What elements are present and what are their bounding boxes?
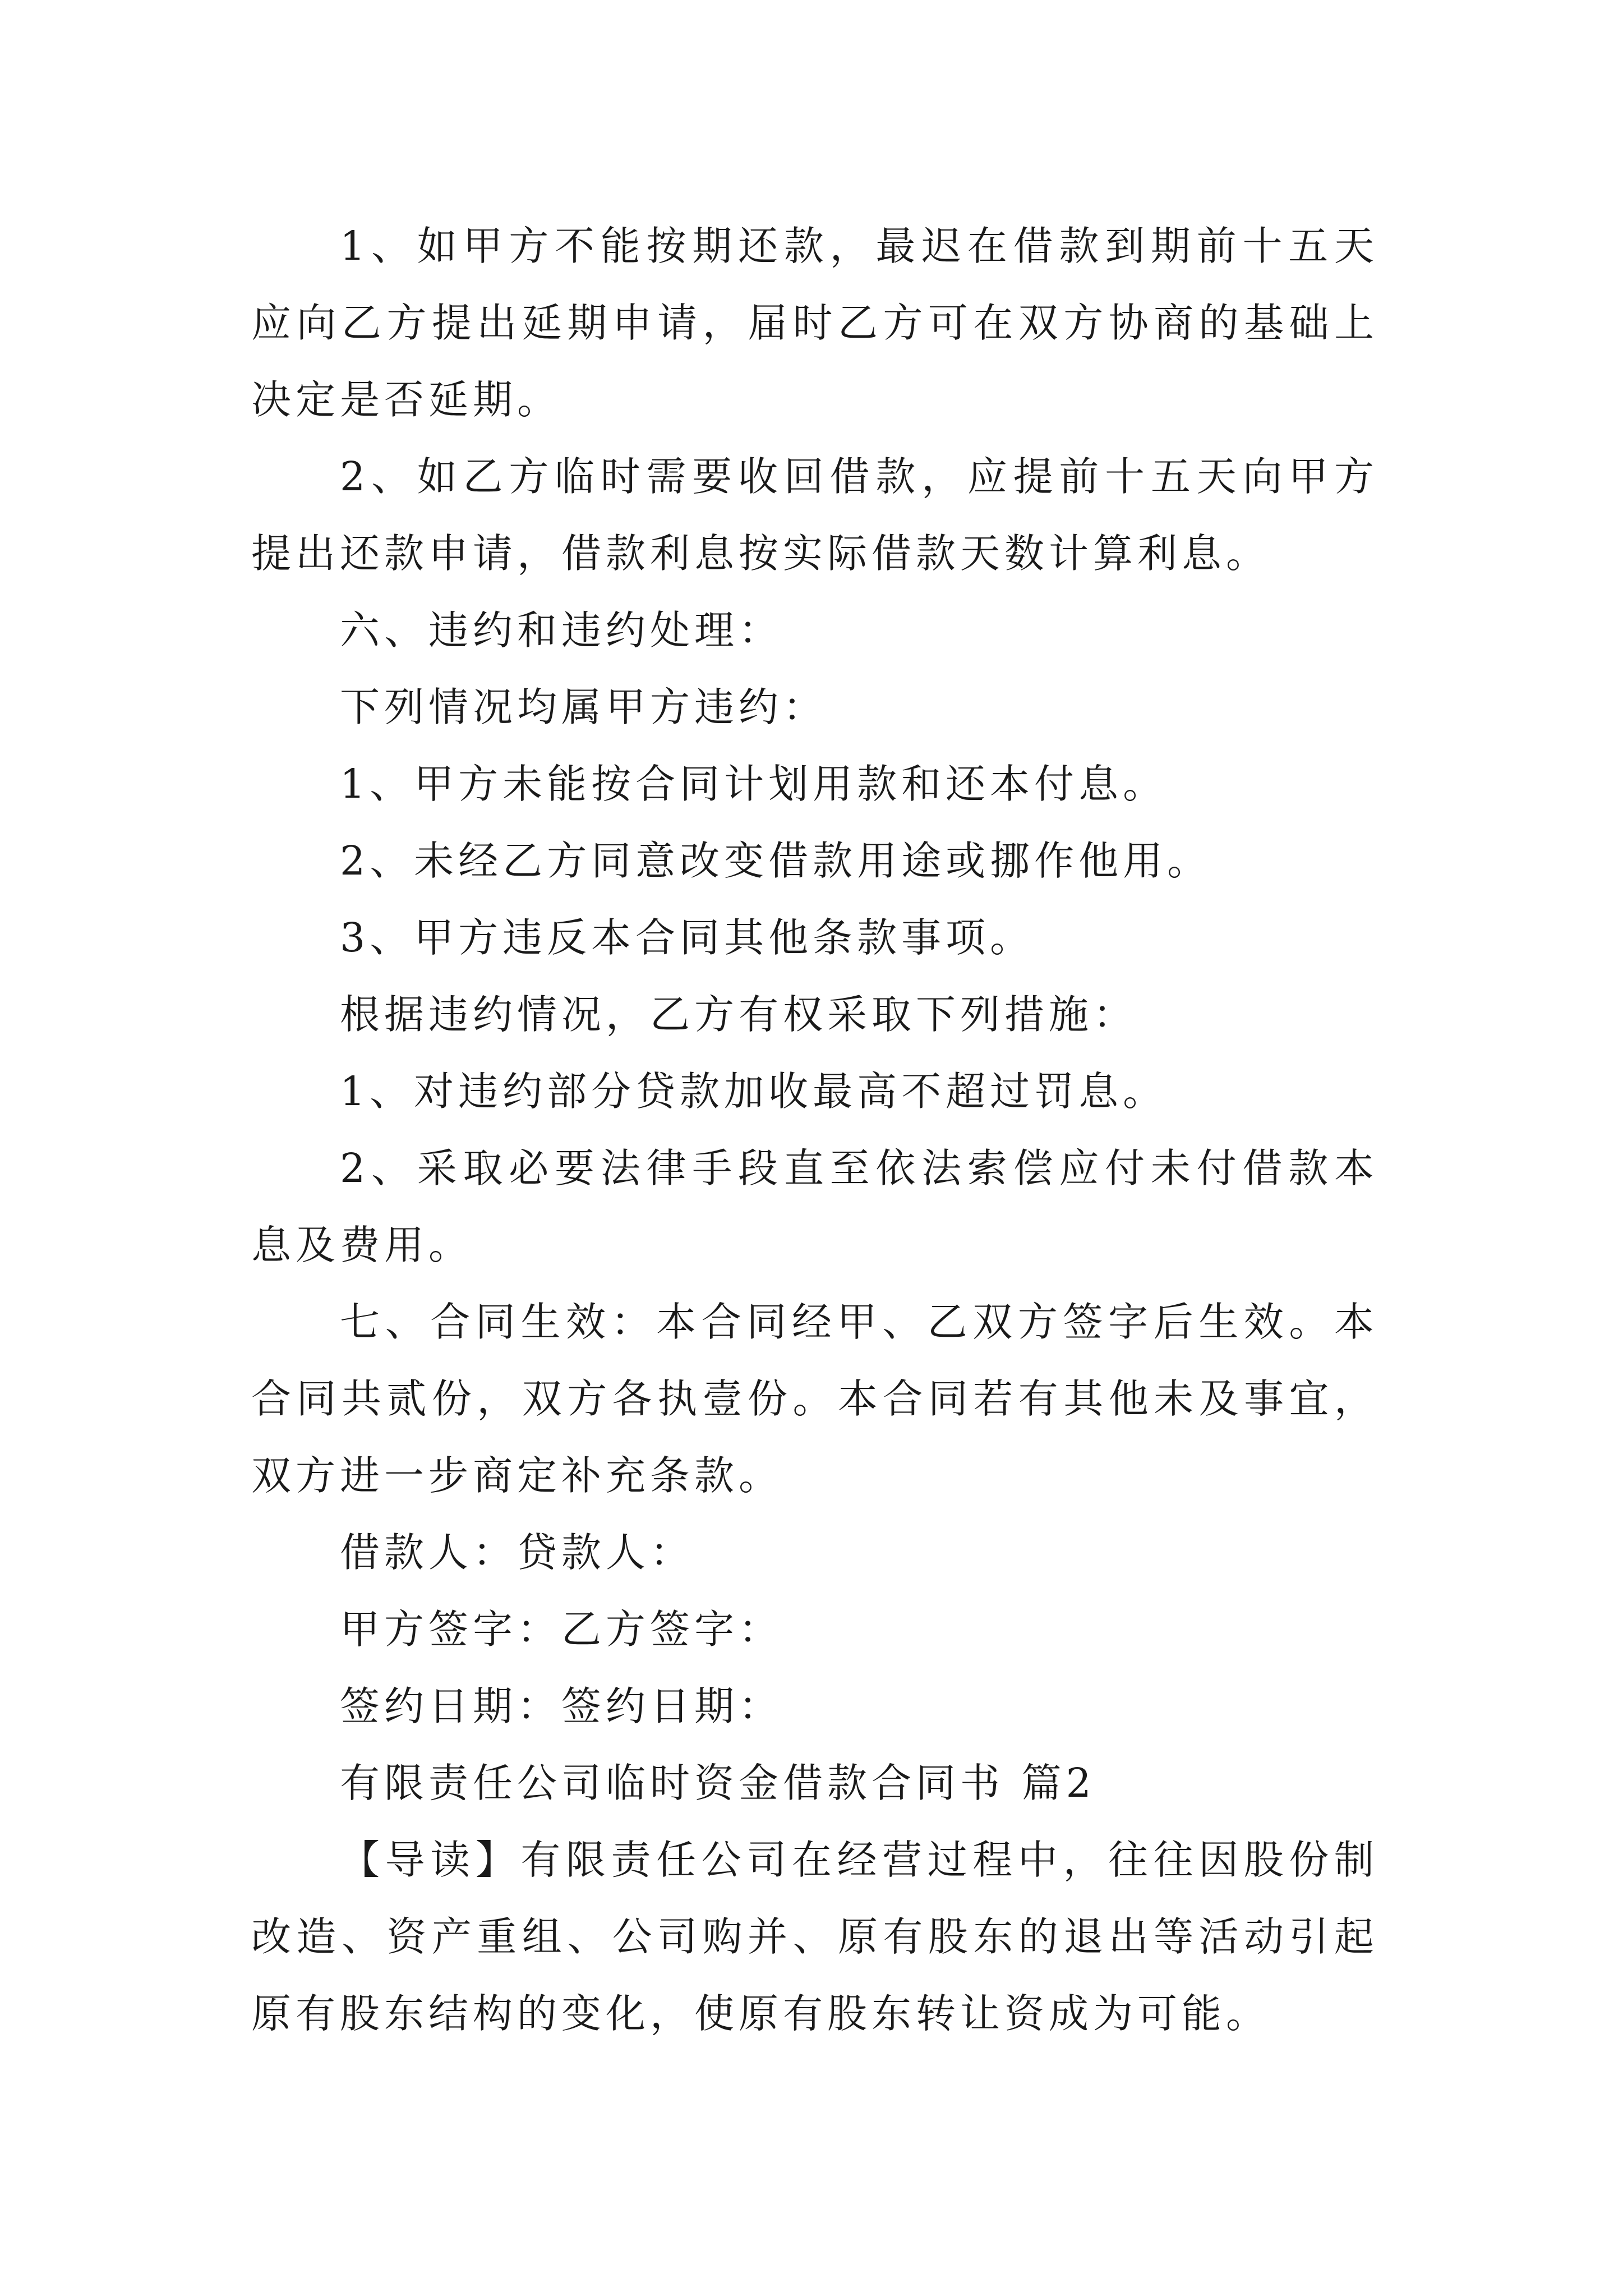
list-item-breach-2: 2、未经乙方同意改变借款用途或挪作他用。 <box>340 838 1212 884</box>
signature-parties-line: 借款人：贷款人： <box>340 1529 695 1576</box>
article-2-title: 有限责任公司临时资金借款合同书 篇2 <box>340 1760 1096 1806</box>
list-item-breach-1: 1、甲方未能按合同计划用款和还本付息。 <box>340 761 1168 807</box>
signature-line: 甲方签字：乙方签字： <box>340 1606 783 1653</box>
paragraph-remedies-intro: 根据违约情况，乙方有权采取下列措施： <box>340 991 1138 1038</box>
paragraph-breach-intro: 下列情况均属甲方违约： <box>340 684 828 730</box>
paragraph-early-recall: 2、如乙方临时需要收回借款，应提前十五天向甲方提出还款申请，借款利息按实际借款天数计算利息。 <box>251 453 1378 577</box>
signing-date-line: 签约日期：签约日期： <box>340 1683 783 1729</box>
section-effectiveness: 七、合同生效：本合同经甲、乙双方签字后生效。本合同共贰份，双方各执壹份。本合同若有其他未及事宜，双方进一步商定补充条款。 <box>251 1299 1378 1499</box>
paragraph-extension-request: 1、如甲方不能按期还款，最迟在借款到期前十五天应向乙方提出延期申请，届时乙方可在双方协商的基础上决定是否延期。 <box>251 223 1378 423</box>
section-heading-breach: 六、违约和违约处理： <box>340 607 783 654</box>
list-item-breach-3: 3、甲方违反本合同其他条款事项。 <box>340 914 1035 961</box>
paragraph-introduction: 【导读】有限责任公司在经营过程中，往往因股份制改造、资产重组、公司购并、原有股东的退出等活动引起原有股东结构的变化，使原有股东转让资成为可能。 <box>251 1837 1378 2037</box>
document-body <box>251 208 1378 2052</box>
list-item-remedy-1: 1、对违约部分贷款加收最高不超过罚息。 <box>340 1068 1168 1115</box>
list-item-remedy-2: 2、采取必要法律手段直至依法索偿应付未付借款本息及费用。 <box>251 1145 1378 1268</box>
